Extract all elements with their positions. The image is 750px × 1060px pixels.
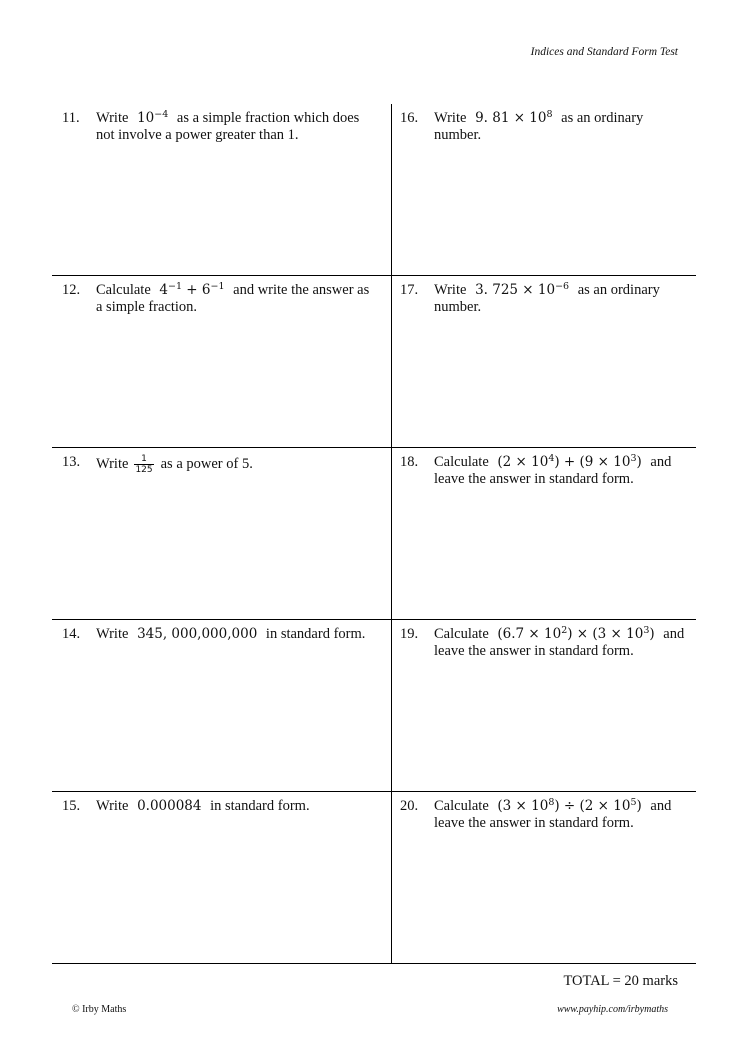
question-11 <box>52 104 392 276</box>
math-expression: $10^{-4}$ <box>137 109 169 126</box>
math-expression: $(2 \times 10^4) + (9 \times 10^3)$ <box>497 453 642 470</box>
question-text: Calculate <box>434 626 489 642</box>
question-number: 12. <box>62 282 81 298</box>
question-text: Write <box>96 110 129 126</box>
math-expression: 0.000084 <box>137 798 202 814</box>
question-text: and leave the answer in standard form. <box>434 454 672 487</box>
math-expression: $(3 \times 10^8) \div (2 \times 10^5)$ <box>497 797 642 814</box>
question-number: 17. <box>400 282 419 298</box>
math-expression: 9. $81 \times 10^8$ <box>475 109 553 126</box>
footer-website: www.payhip.com/irbymaths <box>557 1004 668 1015</box>
total-marks: TOTAL = 20 marks <box>563 973 678 989</box>
question-19 <box>392 620 696 792</box>
question-text: Calculate <box>96 282 151 298</box>
question-number: 20. <box>400 798 419 814</box>
question-text: as an ordinary number. <box>434 282 660 315</box>
question-text: in standard form. <box>265 626 366 642</box>
question-12 <box>52 276 392 448</box>
question-number: 19. <box>400 626 419 642</box>
question-text: as a power of 5. <box>160 455 253 472</box>
question-number: 13. <box>62 454 81 470</box>
question-number: 11. <box>62 110 80 126</box>
question-text: as an ordinary number. <box>434 110 644 143</box>
question-grid <box>52 104 696 964</box>
math-expression: 345, 000,000,000 <box>137 626 258 642</box>
question-text: Write <box>434 282 467 298</box>
question-text: Write <box>434 110 467 126</box>
math-expression: $4^{-1} + 6^{-1}$ <box>159 281 225 298</box>
question-16 <box>392 104 696 276</box>
question-text: Calculate <box>434 454 489 470</box>
footer-copyright: © Irby Maths <box>72 1004 127 1015</box>
question-number: 15. <box>62 798 81 814</box>
question-text: Write <box>96 798 129 814</box>
question-text: as a simple fraction which does not involve a power greater than 1. <box>96 110 360 143</box>
math-expression: 3. $725 \times 10^{-6}$ <box>475 281 570 298</box>
question-14 <box>52 620 392 792</box>
question-17 <box>392 276 696 448</box>
page-header-title: Indices and Standard Form Test <box>530 46 678 58</box>
question-number: 18. <box>400 454 419 470</box>
question-18 <box>392 448 696 620</box>
question-number: 16. <box>400 110 419 126</box>
question-text: in standard form. <box>210 798 310 814</box>
question-text: and write the answer as a simple fraction. <box>96 282 370 315</box>
question-13 <box>52 448 392 620</box>
fraction: $\frac{1}{125}$ <box>135 454 153 475</box>
question-20 <box>392 792 696 964</box>
question-text: Calculate <box>434 798 489 814</box>
question-text: Write <box>96 455 129 472</box>
question-text: Write <box>96 626 129 642</box>
question-text: and leave the answer in standard form. <box>434 626 685 659</box>
math-expression: $(6.7 \times 10^2) \times (3 \times 10^3)$ <box>497 625 655 642</box>
question-text: and leave the answer in standard form. <box>434 798 672 831</box>
question-15 <box>52 792 392 964</box>
question-number: 14. <box>62 626 81 642</box>
